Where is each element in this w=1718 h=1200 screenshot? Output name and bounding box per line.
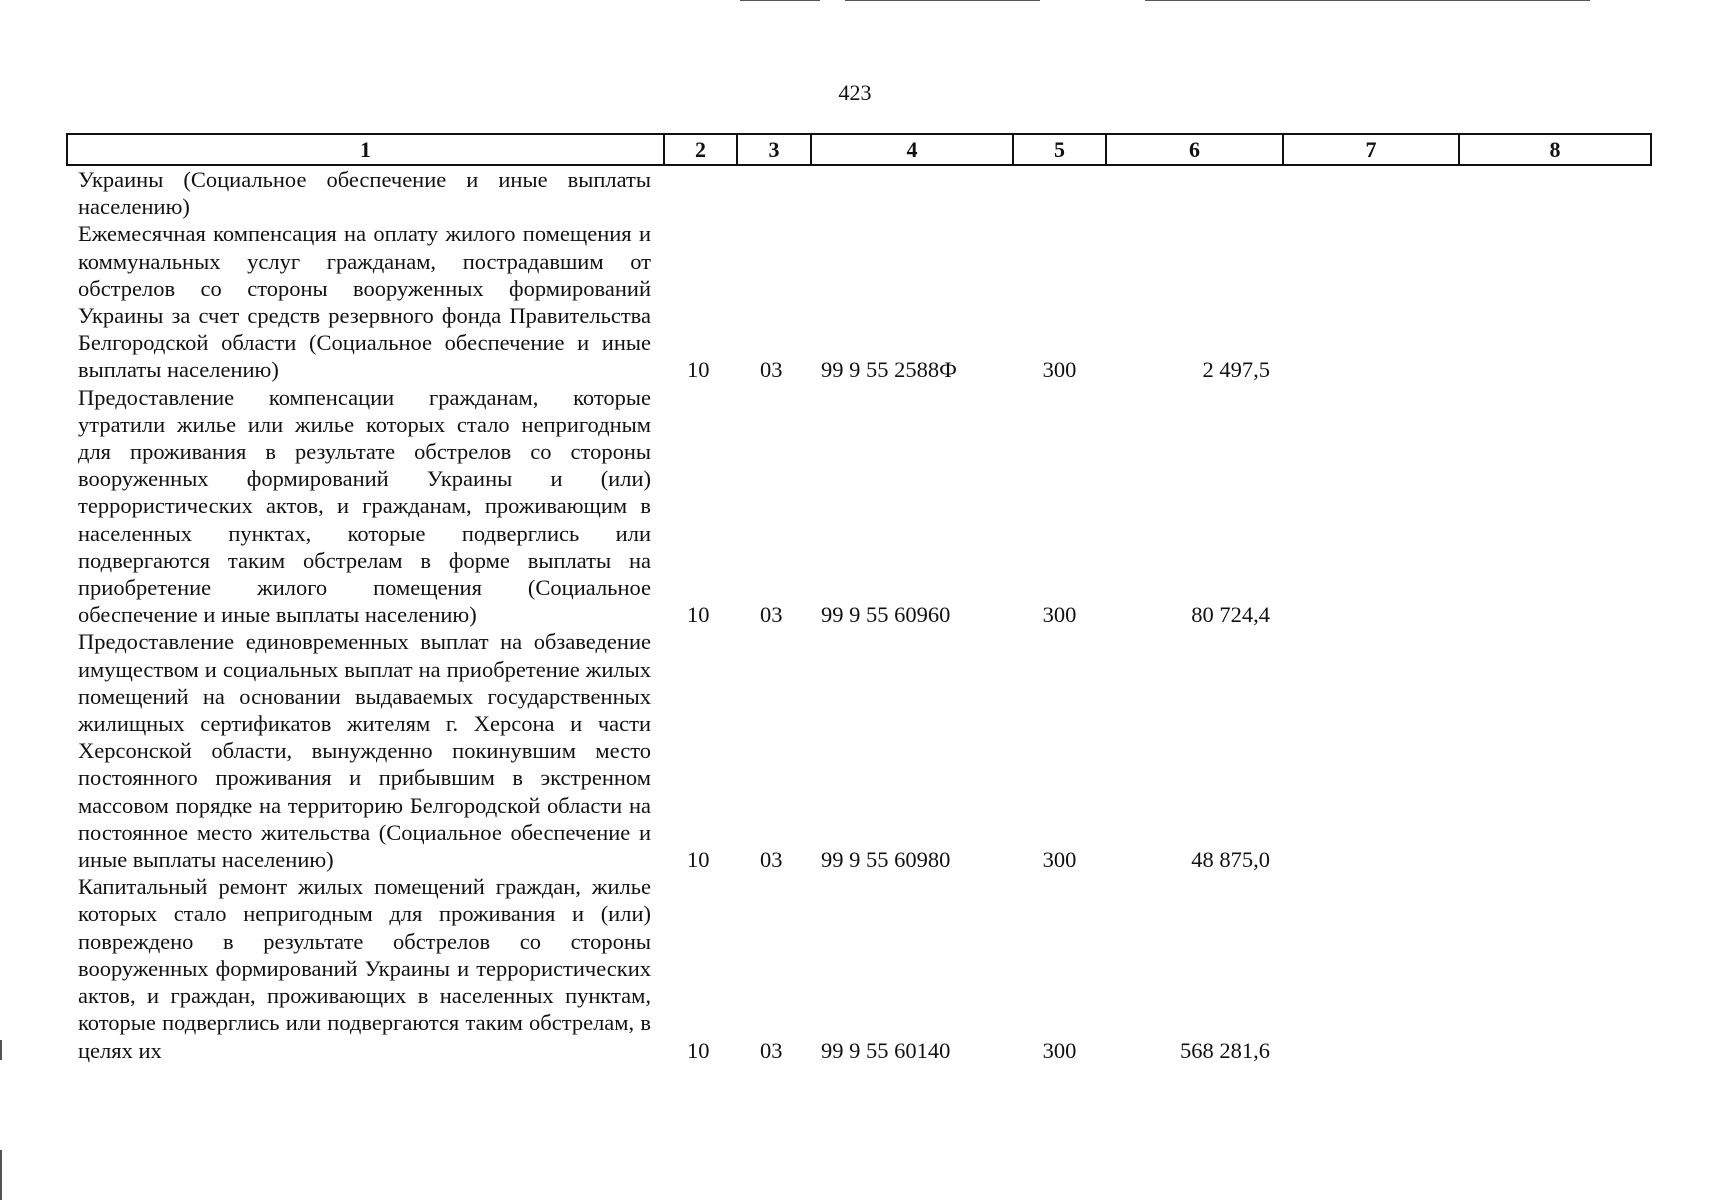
row-description: Предоставление единовременных выплат на обзаведение имуществом и социальных выплат на приобретение жилых помещений на основании выдаваемых государственных жилищных сертификатов жителям г. Херсона и части Херсонской области, вынужденно покинувшим место постоянного проживания и прибывшим в экстренном массовом порядке на территорию Белгородской области на постоянное место жительства (Социальное обеспечение и иные выплаты населению): [78, 629, 651, 873]
column-header-6: 6: [1106, 134, 1283, 165]
table-row: [67, 220, 1651, 383]
table-row: [67, 873, 1651, 1063]
row-section: 10: [687, 1037, 710, 1063]
row-col7: [1283, 220, 1459, 383]
row-target-code: 99 9 55 2588Ф: [821, 357, 957, 383]
row-col8: [1459, 165, 1651, 220]
row-col8: [1459, 220, 1651, 383]
row-amount: 48 875,0: [1191, 847, 1270, 873]
row-col8: [1459, 873, 1651, 1063]
row-col7: [1283, 384, 1459, 629]
row-target-code: 99 9 55 60980: [821, 847, 951, 873]
row-subsection: [737, 165, 811, 220]
column-header-7: 7: [1283, 134, 1459, 165]
row-amount: 80 724,4: [1191, 602, 1270, 628]
page-number: 423: [838, 80, 872, 105]
row-col8: [1459, 628, 1651, 873]
table-row: [67, 384, 1651, 629]
column-header-1: 1: [67, 134, 664, 165]
scan-mark: [845, 0, 1040, 1]
row-description: Ежемесячная компенсация на оплату жилого помещения и коммунальных услуг гражданам, пострадавшим от обстрелов со стороны вооруженных формирований Украины за счет средств резервного фонда Правительства Белгородской области (Социальное обеспечение и иные выплаты населению): [78, 221, 651, 383]
row-col7: [1283, 165, 1459, 220]
row-amount: 2 497,5: [1202, 357, 1270, 383]
row-expense-type: 300: [1042, 357, 1077, 383]
table-row: [67, 628, 1651, 873]
header-row: [67, 134, 1651, 165]
scan-mark: [0, 1040, 2, 1060]
scan-mark: [1145, 0, 1590, 1]
row-description: Украины (Социальное обеспечение и иные выплаты населению): [78, 167, 651, 220]
row-expense-type: 300: [1042, 602, 1077, 628]
column-header-4: 4: [811, 134, 1013, 165]
row-target-code: 99 9 55 60960: [821, 602, 951, 628]
row-section: [664, 165, 737, 220]
row-expense-type: 300: [1042, 1037, 1077, 1063]
row-section: 10: [687, 847, 710, 873]
row-amount: 568 281,6: [1180, 1037, 1270, 1063]
row-section: 10: [687, 602, 710, 628]
row-expense-type: 300: [1042, 847, 1077, 873]
row-subsection: 03: [760, 357, 783, 383]
row-col7: [1283, 873, 1459, 1063]
row-target-code: 99 9 55 60140: [821, 1037, 951, 1063]
row-col8: [1459, 384, 1651, 629]
row-description: Предоставление компенсации гражданам, которые утратили жилье или жилье которых стало непригодным для проживания в результате обстрелов со стороны вооруженных формирований Украины и (или) террористических актов, и гражданам, проживающим в населенных пунктах, которые подверглись или подвергаются таким обстрелам в форме выплаты на приобретение жилого помещения (Социальное обеспечение и иные выплаты населению): [78, 384, 651, 628]
row-subsection: 03: [760, 847, 783, 873]
column-header-8: 8: [1459, 134, 1651, 165]
row-section: 10: [687, 357, 710, 383]
row-subsection: 03: [760, 1037, 783, 1063]
row-col7: [1283, 628, 1459, 873]
row-target-code: [811, 165, 1013, 220]
column-header-2: 2: [664, 134, 737, 165]
row-expense-type: [1013, 165, 1106, 220]
budget-table: [66, 133, 1652, 1064]
scan-mark: [740, 0, 820, 1]
column-header-5: 5: [1013, 134, 1106, 165]
row-amount: [1106, 165, 1283, 220]
column-header-3: 3: [737, 134, 811, 165]
row-subsection: 03: [760, 602, 783, 628]
scan-mark: [0, 1150, 2, 1200]
row-description: Капитальный ремонт жилых помещений граждан, жилье которых стало непригодным для проживания и (или) повреждено в результате обстрелов со стороны вооруженных формирований Украины и террористических актов, и граждан, проживающих в населенных пунктам, которые подверглись или подвергаются таким обстрелам, в целях их: [78, 874, 651, 1063]
table-row: [67, 165, 1651, 220]
